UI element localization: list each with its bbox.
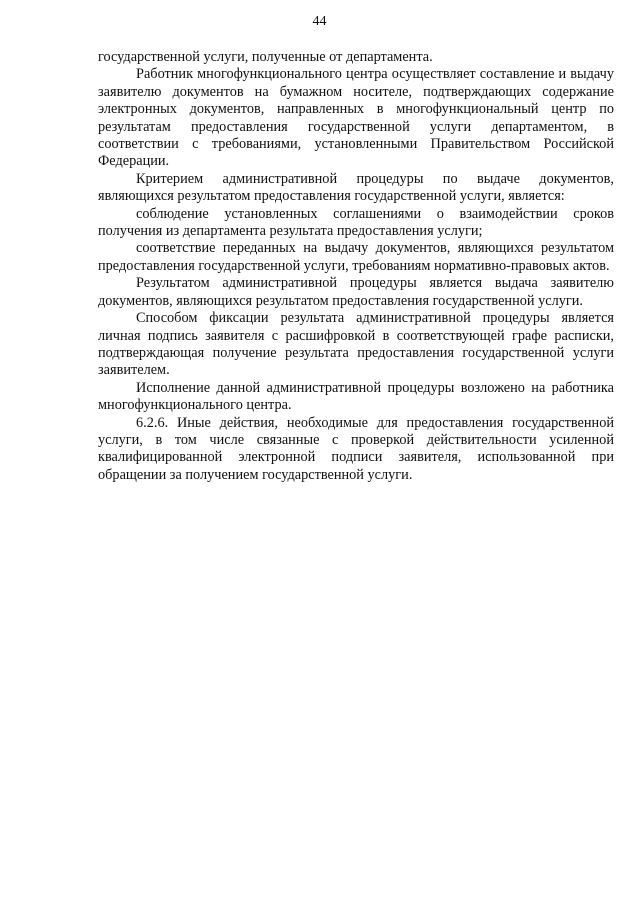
- paragraph-fixation-method: Способом фиксации результата административной процедуры является личная подпись заявителя с расшифровкой в соответствующей графе расписки, подтверждающая получение результата предоставления государственной услуги заявителем.: [98, 310, 614, 379]
- page-number: 44: [312, 14, 327, 29]
- paragraph-criterion-conformity: соответствие переданных на выдачу документов, являющихся результатом предоставления государственной услуги, требованиям нормативно-правовых актов.: [98, 240, 614, 274]
- paragraph-section-6-2-6: 6.2.6. Иные действия, необходимые для предоставления государственной услуги, в том числе связанные с проверкой действительности усиленной квалифицированной электронной подписи заявителя, использованной при обращении за получением государственной услуги.: [98, 414, 614, 483]
- document-body: [98, 49, 614, 484]
- paragraph-continuation: государственной услуги, полученные от департамента.: [98, 49, 433, 65]
- paragraph-criterion: Критерием административной процедуры по выдаче документов, являющихся результатом предоставления государственной услуги, является:: [98, 170, 614, 205]
- paragraph-result: Результатом административной процедуры является выдача заявителю документов, являющихся результатом предоставления государственной услуги.: [98, 275, 614, 309]
- paragraph-execution: Исполнение данной административной процедуры возложено на работника многофункционального центра.: [98, 379, 614, 414]
- paragraph-criterion-deadlines: соблюдение установленных соглашениями о взаимодействии сроков получения из департамента результата предоставления услуги;: [98, 205, 614, 240]
- paragraph-mfc-worker-duties: Работник многофункционального центра осуществляет составление и выдачу заявителю документов на бумажном носителе, подтверждающих содержание электронных документов, направленных в многофункциональный центр по результатам предоставления государственной услуги департаментом, в соответствии с требованиями, установленными Правительством Российской Федерации.: [98, 66, 614, 170]
